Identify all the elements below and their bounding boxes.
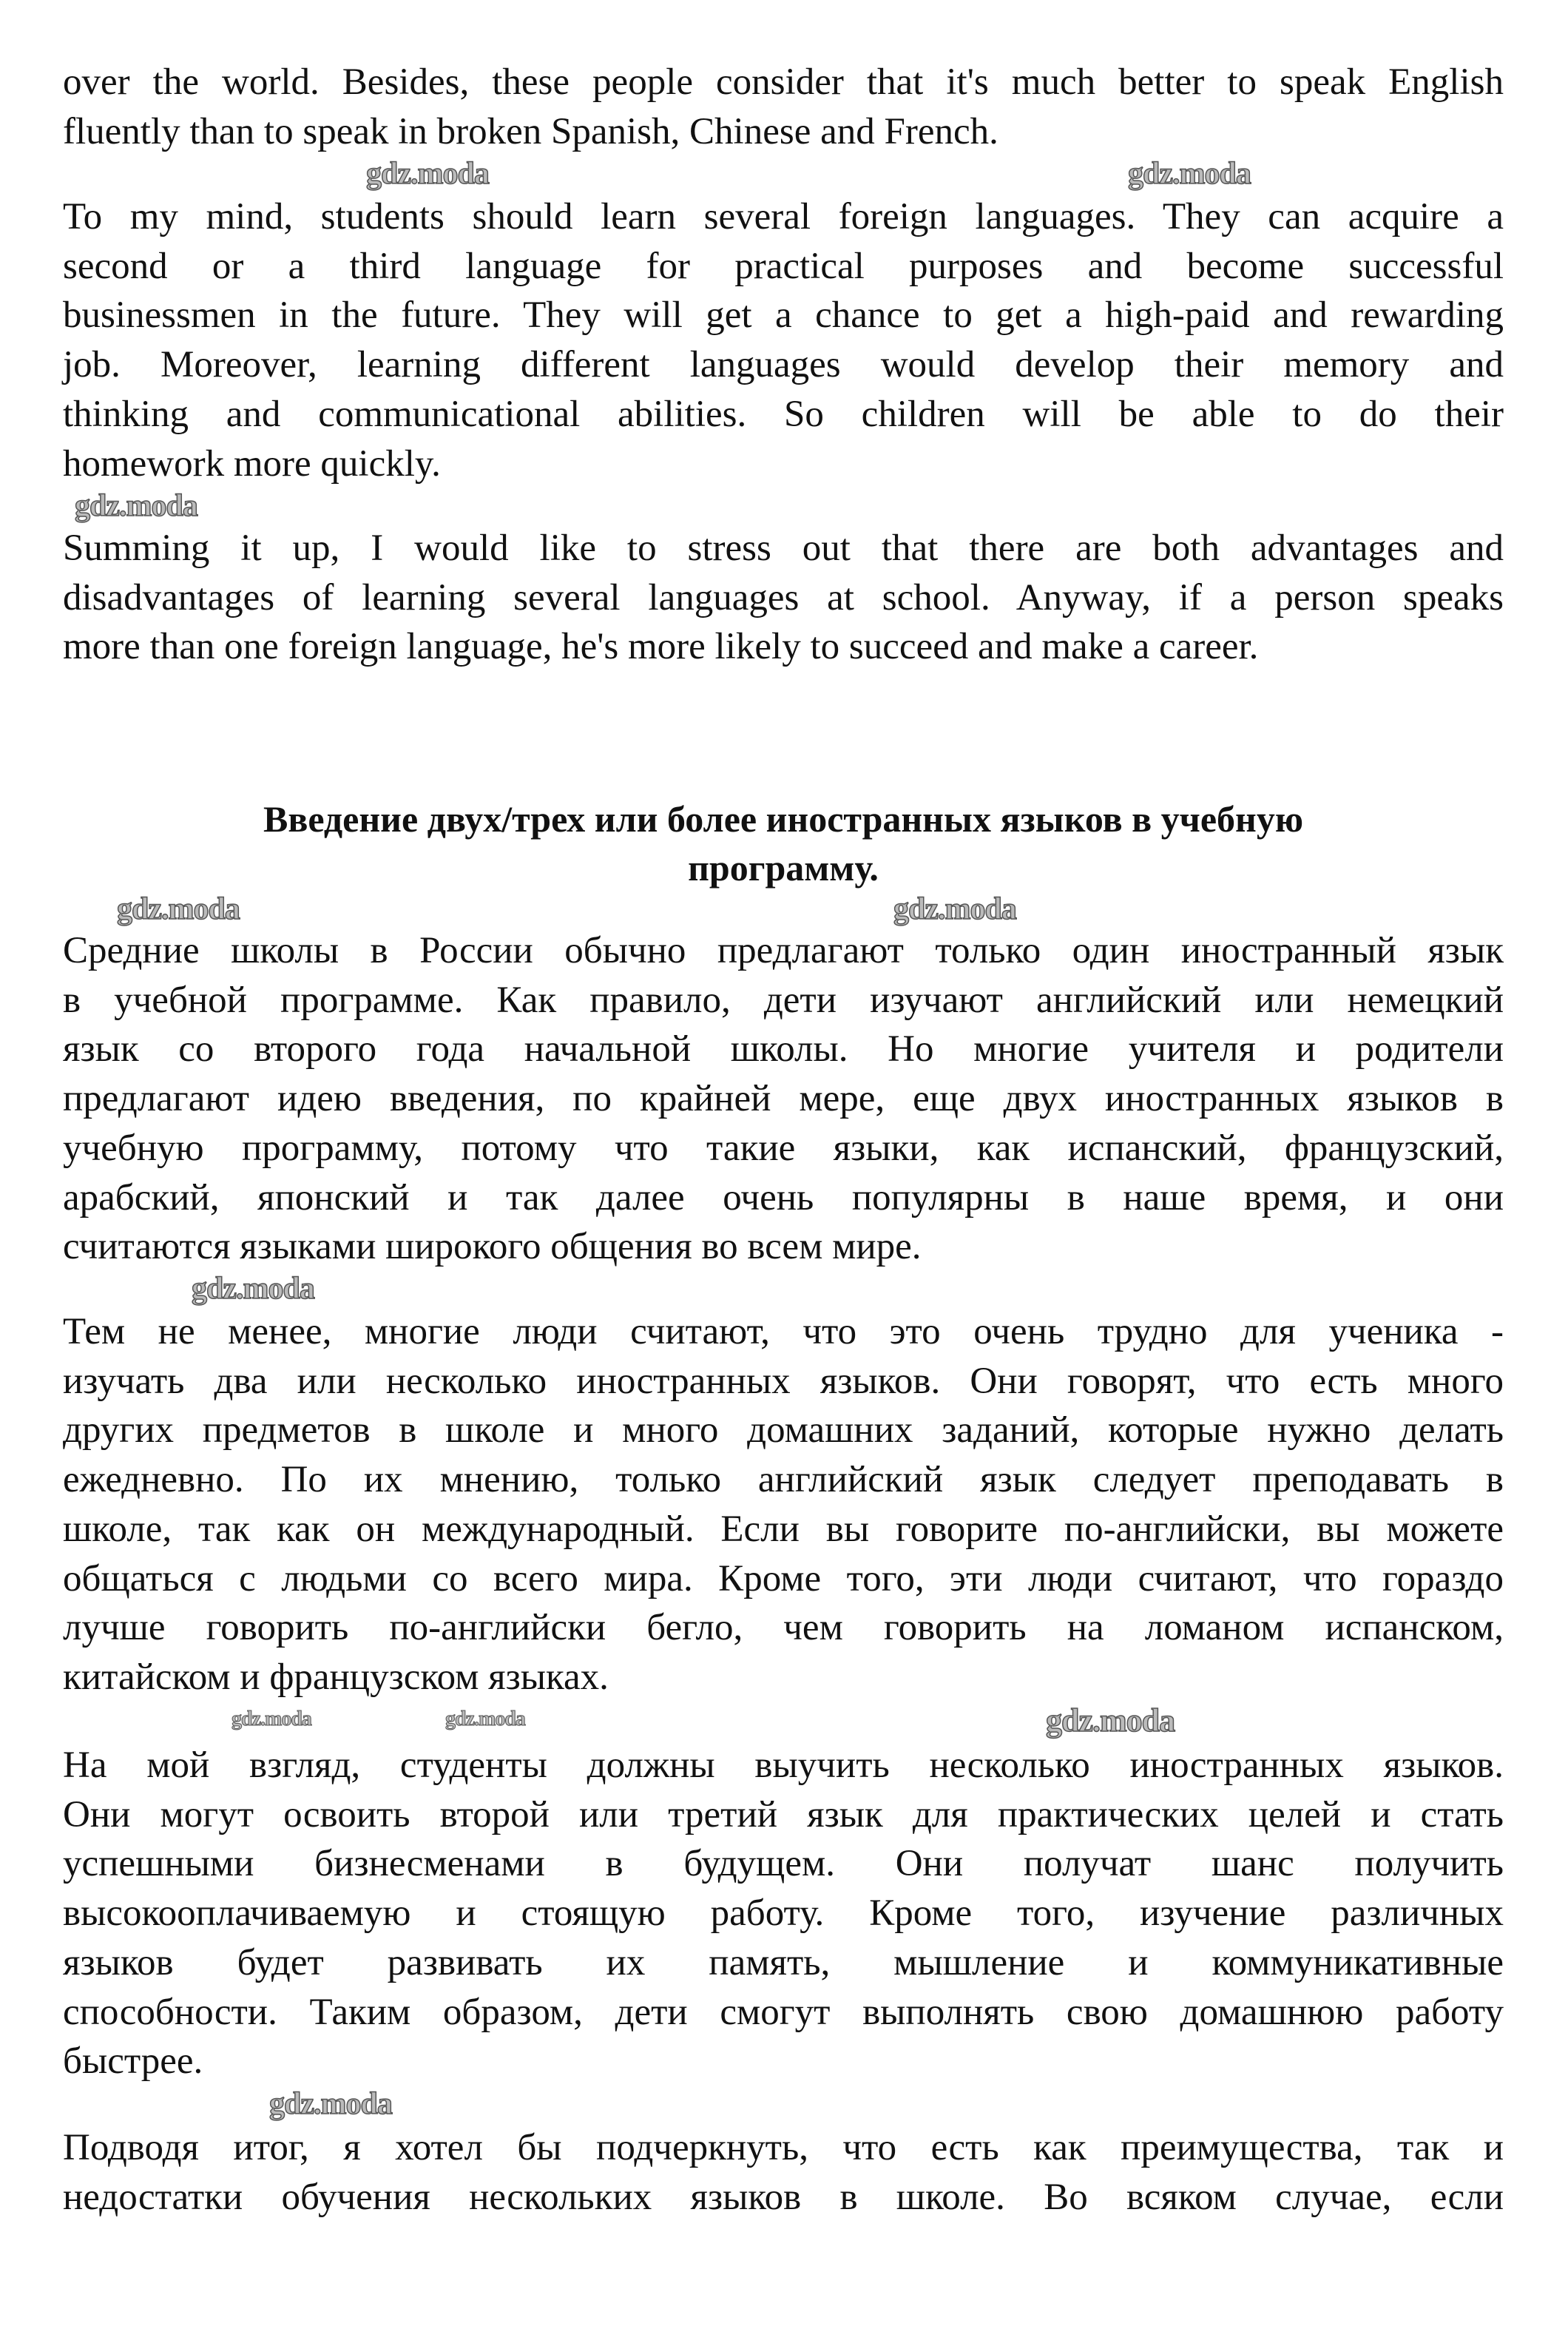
watermark: gdz.moda — [269, 2087, 392, 2121]
text-line: школе, так как он международный. Если вы говорите по-английски, вы можете — [63, 1508, 1504, 1550]
text-line: изучать два или несколько иностранных языков. Они говорят, что есть много — [63, 1360, 1504, 1402]
text-line: других предметов в школе и много домашних заданий, которые нужно делать — [63, 1409, 1504, 1452]
watermark: gdz.moda — [1128, 157, 1251, 191]
watermark: gdz.moda — [893, 892, 1016, 926]
text-line: businessmen in the future. They will get a chance to get a high-paid and rewarding — [63, 294, 1504, 337]
text-line: job. Moreover, learning different languages would develop their memory and — [63, 344, 1504, 386]
russian-heading — [63, 795, 1504, 892]
text-line: disadvantages of learning several languages at school. Anyway, if a person speaks — [63, 576, 1504, 618]
text-line: To my mind, students should learn several foreign languages. They can acquire a — [63, 196, 1504, 237]
text-line: общаться с людьми со всего мира. Кроме того, эти люди считают, что гораздо — [63, 1557, 1504, 1599]
text-line: считаются языками широкого общения во всем мире. — [63, 1226, 922, 1268]
watermark: gdz.moda — [117, 892, 240, 926]
text-line: second or a third language for practical purposes and become successful — [63, 245, 1504, 287]
text-line: китайском и французском языках. — [63, 1656, 609, 1698]
text-line: Средние школы в России обычно предлагают только один иностранный язык — [63, 930, 1504, 971]
english-paragraph-3 — [63, 524, 1504, 672]
text-line: more than one foreign language, he's more likely to succeed and make a career. — [63, 626, 1259, 668]
text-line: Они могут освоить второй или третий язык для практических целей и стать — [63, 1793, 1504, 1835]
text-line: thinking and communicational abilities. So children will be able to do their — [63, 393, 1504, 435]
text-line: недостатки обучения нескольких языков в школе. Во всяком случае, если — [63, 2176, 1504, 2218]
text-line: быстрее. — [63, 2040, 203, 2083]
text-line: лучше говорить по-английски бегло, чем говорить на ломаном испанском, — [63, 1607, 1504, 1649]
russian-paragraph-3 — [63, 1741, 1504, 2086]
watermark: gdz.moda — [232, 1707, 311, 1730]
text-line: Подводя итог, я хотел бы подчеркнуть, что есть как преимущества, так и — [63, 2127, 1504, 2168]
text-line: арабский, японский и так далее очень популярны в наше время, и они — [63, 1176, 1504, 1218]
heading-line-1: Введение двух/трех или более иностранных языков в учебную — [263, 798, 1304, 840]
text-line: На мой взгляд, студенты должны выучить несколько иностранных языков. — [63, 1744, 1504, 1786]
watermark: gdz.moda — [1046, 1702, 1175, 1739]
watermark: gdz.moda — [75, 489, 197, 523]
text-line: высокооплачиваемую и стоящую работу. Кроме того, изучение различных — [63, 1892, 1504, 1935]
russian-paragraph-2 — [63, 1307, 1504, 1702]
text-line: способности. Таким образом, дети смогут выполнять свою домашнюю работу — [63, 1991, 1504, 2033]
english-paragraph-2 — [63, 192, 1504, 488]
watermark: gdz.moda — [192, 1272, 314, 1306]
heading-line-2: программу. — [688, 847, 879, 889]
text-line: язык со второго года начальной школы. Но многие учителя и родители — [63, 1028, 1504, 1071]
russian-paragraph-1 — [63, 926, 1504, 1272]
text-line: homework more quickly. — [63, 442, 441, 485]
english-paragraph-1 — [63, 58, 1504, 156]
russian-paragraph-4 — [63, 2123, 1504, 2222]
text-line: языков будет развивать их память, мышление и коммуникативные — [63, 1941, 1504, 1983]
text-line: Summing it up, I would like to stress out that there are both advantages and — [63, 527, 1504, 569]
text-line: over the world. Besides, these people consider that it's much better to speak English — [63, 61, 1504, 103]
text-line: предлагают идею введения, по крайней мере, еще двух иностранных языков в — [63, 1078, 1504, 1120]
text-line: Тем не менее, многие люди считают, что это очень трудно для ученика - — [63, 1311, 1504, 1352]
text-line: успешными бизнесменами в будущем. Они получат шанс получить — [63, 1843, 1504, 1885]
text-line: fluently than to speak in broken Spanish, Chinese and French. — [63, 110, 998, 152]
text-line: в учебной программе. Как правило, дети изучают английский или немецкий — [63, 979, 1504, 1021]
watermark: gdz.moda — [366, 157, 489, 191]
text-line: ежедневно. По их мнению, только английский язык следует преподавать в — [63, 1459, 1504, 1501]
watermark: gdz.moda — [445, 1707, 525, 1730]
text-line: учебную программу, потому что такие языки, как испанский, французский, — [63, 1127, 1504, 1169]
